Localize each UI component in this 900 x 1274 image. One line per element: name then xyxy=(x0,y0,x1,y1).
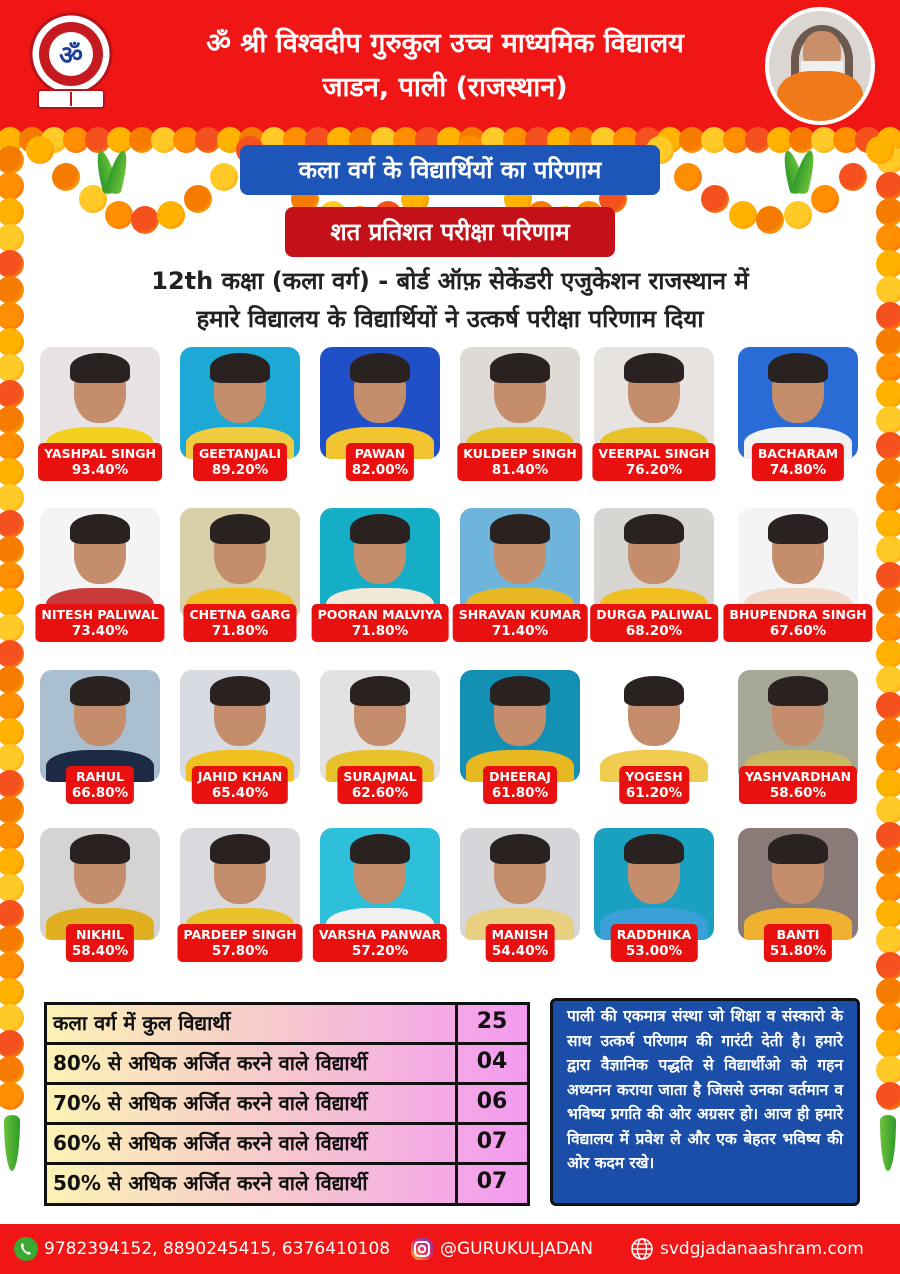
student-card xyxy=(317,508,443,656)
student-label xyxy=(739,766,857,804)
student-card xyxy=(40,508,160,656)
marigold-flower xyxy=(0,1030,24,1058)
student-percentage: 89.20% xyxy=(211,462,269,478)
hundred-percent-banner: शत प्रतिशत परीक्षा परिणाम xyxy=(285,207,615,257)
student-percentage: 65.40% xyxy=(211,785,269,801)
student-label xyxy=(66,924,134,962)
marigold-flower xyxy=(876,562,900,590)
stats-row xyxy=(47,1005,527,1045)
stats-label: 50% से अधिक अर्जित करने वाले विद्यार्थी xyxy=(53,1171,368,1195)
student-percentage: 58.40% xyxy=(71,943,129,959)
student-name: VARSHA PANWAR xyxy=(318,927,442,942)
marigold-flower xyxy=(0,432,24,460)
student-percentage: 66.80% xyxy=(71,785,129,801)
marigold-flower xyxy=(0,224,24,252)
student-percentage: 74.80% xyxy=(769,462,827,478)
instagram-contact[interactable] xyxy=(410,1237,593,1261)
student-card xyxy=(594,347,714,495)
student-label xyxy=(193,443,287,481)
marigold-flower xyxy=(729,201,757,229)
marigold-flower xyxy=(0,588,24,616)
student-label xyxy=(313,924,447,962)
marigold-flower xyxy=(0,172,24,200)
student-name: KULDEEP SINGH xyxy=(463,446,577,461)
student-card xyxy=(320,670,440,818)
marigold-flower xyxy=(876,406,900,434)
student-percentage: 51.80% xyxy=(769,943,827,959)
student-card xyxy=(594,670,714,818)
marigold-flower xyxy=(876,952,900,980)
student-percentage: 57.20% xyxy=(351,943,409,959)
student-percentage: 67.60% xyxy=(769,623,827,639)
student-name: DHEERAJ xyxy=(489,769,551,784)
student-name: MANISH xyxy=(491,927,549,942)
student-card xyxy=(40,347,160,495)
student-label xyxy=(38,443,162,481)
marigold-flower xyxy=(131,206,159,234)
stats-row xyxy=(47,1045,527,1085)
marigold-flower xyxy=(876,432,900,460)
marigold-flower xyxy=(876,614,900,642)
student-name: PARDEEP SINGH xyxy=(183,927,297,942)
student-percentage: 58.60% xyxy=(769,785,827,801)
marigold-flower xyxy=(105,201,133,229)
marigold-flower xyxy=(0,250,24,278)
marigold-flower xyxy=(210,163,238,191)
student-label xyxy=(457,443,582,481)
student-percentage: 54.40% xyxy=(491,943,549,959)
marigold-flower xyxy=(26,136,54,164)
marigold-flower xyxy=(876,198,900,226)
student-card xyxy=(738,828,858,976)
website-contact[interactable] xyxy=(630,1237,864,1261)
student-card xyxy=(729,508,867,656)
stats-row xyxy=(47,1125,527,1165)
marigold-flower xyxy=(876,1030,900,1058)
student-name: GEETANJALI xyxy=(199,446,281,461)
student-label xyxy=(346,443,414,481)
marigold-flower xyxy=(0,718,24,746)
marigold-flower xyxy=(876,354,900,382)
instagram-icon xyxy=(410,1237,434,1261)
footer-contact-bar xyxy=(0,1224,900,1274)
info-box: पाली की एकमात्र संस्था जो शिक्षा व संस्कारो के साथ उत्कर्ष परिणाम की गारंटी देती है। हमारे द्वारा वैज्ञानिक पद्धति से विद्यार्थीओ को गहन अध्यनन कराया जाता है जिससे उनका वर्तमान व भविष्य प्रगति की ओर अग्रसर हो। आज ही हमारे विद्यालय में प्रवेश ले और एक बेहतर भविष्य की ओर कदम रखे। xyxy=(550,998,860,1206)
student-percentage: 61.20% xyxy=(625,785,683,801)
student-percentage: 73.40% xyxy=(71,623,129,639)
student-card xyxy=(40,670,160,818)
marigold-flower xyxy=(876,692,900,720)
student-percentage: 53.00% xyxy=(625,943,683,959)
marigold-flower xyxy=(811,185,839,213)
student-label xyxy=(619,766,689,804)
marigold-flower xyxy=(876,926,900,954)
student-name: NITESH PALIWAL xyxy=(41,607,159,622)
student-percentage: 61.80% xyxy=(491,785,549,801)
student-card xyxy=(180,347,300,495)
marigold-flower xyxy=(0,848,24,876)
stream-title-banner: कला वर्ग के विद्यार्थियों का परिणाम xyxy=(240,145,660,195)
student-label xyxy=(453,604,588,642)
marigold-flower xyxy=(0,874,24,902)
marigold-flower xyxy=(0,354,24,382)
student-card xyxy=(738,347,858,495)
instagram-handle: @GURUKULJADAN xyxy=(440,1239,593,1259)
marigold-flower xyxy=(876,276,900,304)
student-label xyxy=(177,924,302,962)
marigold-flower xyxy=(0,666,24,694)
stats-label: कला वर्ग में कुल विद्यार्थी xyxy=(53,1011,231,1035)
stats-label: 60% से अधिक अर्जित करने वाले विद्यार्थी xyxy=(53,1131,368,1155)
marigold-flower xyxy=(701,185,729,213)
phone-icon xyxy=(14,1237,38,1261)
stats-table xyxy=(44,1002,530,1206)
marigold-flower xyxy=(876,848,900,876)
intro-line2: हमारे विद्यालय के विद्यार्थियों ने उत्कर्ष परीक्षा परिणाम दिया xyxy=(196,305,704,333)
student-name: PAWAN xyxy=(354,446,406,461)
marigold-flower xyxy=(839,163,867,191)
marigold-flower xyxy=(0,458,24,486)
marigold-flower xyxy=(0,978,24,1006)
marigold-flower xyxy=(876,1056,900,1084)
marigold-flower xyxy=(0,562,24,590)
student-label xyxy=(752,443,844,481)
marigold-flower xyxy=(0,484,24,512)
phone-numbers: 9782394152, 8890245415, 6376410108 xyxy=(44,1239,391,1259)
student-percentage: 81.40% xyxy=(491,462,549,478)
marigold-flower xyxy=(876,874,900,902)
marigold-flower xyxy=(876,250,900,278)
marigold-flower xyxy=(0,900,24,928)
marigold-flower xyxy=(0,744,24,772)
stats-value: 04 xyxy=(476,1049,508,1074)
marigold-flower xyxy=(756,206,784,234)
student-percentage: 71.80% xyxy=(351,623,409,639)
stats-label: 70% से अधिक अर्जित करने वाले विद्यार्थी xyxy=(53,1091,368,1115)
student-name: DURGA PALIWAL xyxy=(596,607,712,622)
marigold-flower xyxy=(0,796,24,824)
stats-value: 06 xyxy=(476,1089,508,1114)
student-name: VEERPAL SINGH xyxy=(598,446,710,461)
marigold-flower xyxy=(0,328,24,356)
student-label xyxy=(337,766,422,804)
student-name: BANTI xyxy=(776,927,820,942)
student-card xyxy=(594,508,714,656)
stats-row xyxy=(47,1165,527,1205)
student-label xyxy=(590,604,718,642)
student-name: SHRAVAN KUMAR xyxy=(458,607,582,622)
globe-www-icon xyxy=(630,1237,654,1261)
student-percentage: 62.60% xyxy=(351,785,409,801)
student-name: CHETNA GARG xyxy=(189,607,291,622)
student-card xyxy=(180,670,300,818)
student-label xyxy=(35,604,164,642)
school-name xyxy=(130,22,760,110)
student-name: YASHVARDHAN xyxy=(744,769,852,784)
student-card xyxy=(320,347,440,495)
marigold-flower xyxy=(0,1082,24,1110)
marigold-flower xyxy=(876,458,900,486)
website-url: svdgjadanaashram.com xyxy=(660,1239,864,1259)
marigold-flower xyxy=(876,588,900,616)
stats-value: 07 xyxy=(476,1129,508,1154)
student-label xyxy=(66,766,134,804)
marigold-flower xyxy=(876,1004,900,1032)
student-card xyxy=(460,508,580,656)
student-percentage: 76.20% xyxy=(625,462,683,478)
marigold-flower xyxy=(0,692,24,720)
student-percentage: 71.80% xyxy=(211,623,269,639)
phone-contact[interactable] xyxy=(14,1237,390,1261)
stats-row xyxy=(47,1085,527,1125)
student-name: JAHID KHAN xyxy=(197,769,283,784)
header-banner xyxy=(0,0,900,133)
student-card xyxy=(594,828,714,976)
student-card xyxy=(738,670,858,818)
school-name-line2: जाडन, पाली (राजस्थान) xyxy=(322,72,568,103)
marigold-flower xyxy=(0,952,24,980)
marigold-flower xyxy=(876,536,900,564)
student-percentage: 57.80% xyxy=(211,943,269,959)
student-card xyxy=(40,828,160,976)
guru-portrait xyxy=(765,7,875,125)
student-label xyxy=(483,766,557,804)
marigold-flower xyxy=(0,822,24,850)
stats-value: 07 xyxy=(476,1169,508,1194)
marigold-flower xyxy=(866,136,894,164)
student-percentage: 82.00% xyxy=(351,462,409,478)
student-label xyxy=(723,604,872,642)
marigold-flower xyxy=(876,666,900,694)
student-label xyxy=(183,604,296,642)
marigold-flower xyxy=(0,406,24,434)
marigold-flower xyxy=(184,185,212,213)
student-percentage: 68.20% xyxy=(625,623,683,639)
marigold-flower xyxy=(876,1082,900,1110)
student-label xyxy=(486,924,555,962)
marigold-flower xyxy=(0,198,24,226)
marigold-flower xyxy=(876,328,900,356)
marigold-flower xyxy=(0,146,24,174)
student-card xyxy=(320,828,440,976)
student-name: YOGESH xyxy=(625,769,683,784)
marigold-flower xyxy=(157,201,185,229)
marigold-flower xyxy=(0,510,24,538)
marigold-flower xyxy=(0,1056,24,1084)
school-name-line1: ॐ श्री विश्वदीप गुरुकुल उच्च माध्यमिक विद्यालय xyxy=(206,28,684,59)
marigold-flower xyxy=(876,510,900,538)
marigold-flower xyxy=(0,640,24,668)
marigold-flower xyxy=(674,163,702,191)
marigold-flower xyxy=(876,744,900,772)
marigold-flower xyxy=(876,770,900,798)
marigold-flower xyxy=(876,380,900,408)
marigold-flower xyxy=(876,718,900,746)
student-card xyxy=(180,828,300,976)
student-card xyxy=(460,670,580,818)
marigold-flower xyxy=(0,536,24,564)
marigold-flower xyxy=(0,926,24,954)
marigold-flower xyxy=(0,614,24,642)
marigold-flower xyxy=(876,640,900,668)
student-name: BHUPENDRA SINGH xyxy=(729,607,867,622)
marigold-flower xyxy=(876,172,900,200)
student-percentage: 71.40% xyxy=(491,623,549,639)
mango-leaf-icon xyxy=(880,1115,896,1171)
student-card xyxy=(460,347,580,495)
student-name: SURAJMAL xyxy=(343,769,417,784)
student-name: RADDHIKA xyxy=(616,927,692,942)
marigold-flower xyxy=(876,822,900,850)
marigold-flower xyxy=(52,163,80,191)
student-label xyxy=(192,766,288,804)
student-label xyxy=(592,443,715,481)
marigold-flower xyxy=(784,201,812,229)
student-name: BACHARAM xyxy=(757,446,839,461)
student-label xyxy=(764,924,832,962)
marigold-flower xyxy=(0,380,24,408)
student-name: RAHUL xyxy=(76,769,124,784)
student-name: NIKHIL xyxy=(76,927,124,942)
student-percentage: 93.40% xyxy=(71,462,129,478)
student-card xyxy=(180,508,300,656)
svg-text:ॐ: ॐ xyxy=(59,41,83,71)
stats-value: 25 xyxy=(476,1009,508,1034)
stats-label: 80% से अधिक अर्जित करने वाले विद्यार्थी xyxy=(53,1051,368,1075)
student-card xyxy=(460,828,580,976)
marigold-flower xyxy=(0,302,24,330)
mango-leaf-icon xyxy=(4,1115,20,1171)
student-name: YASHPAL SINGH xyxy=(44,446,156,461)
marigold-flower xyxy=(0,276,24,304)
student-label xyxy=(611,924,698,962)
marigold-flower xyxy=(876,484,900,512)
marigold-flower xyxy=(876,978,900,1006)
student-label xyxy=(312,604,449,642)
marigold-flower xyxy=(876,900,900,928)
marigold-flower xyxy=(0,770,24,798)
marigold-flower xyxy=(0,1004,24,1032)
marigold-flower xyxy=(876,224,900,252)
marigold-flower xyxy=(876,796,900,824)
intro-text xyxy=(60,262,840,338)
marigold-flower xyxy=(876,302,900,330)
school-emblem-icon xyxy=(28,10,114,116)
student-name: POORAN MALVIYA xyxy=(317,607,443,622)
intro-line1: 12th कक्षा (कला वर्ग) - बोर्ड ऑफ़ सेकेंडरी एजुकेशन राजस्थान में xyxy=(151,267,749,295)
